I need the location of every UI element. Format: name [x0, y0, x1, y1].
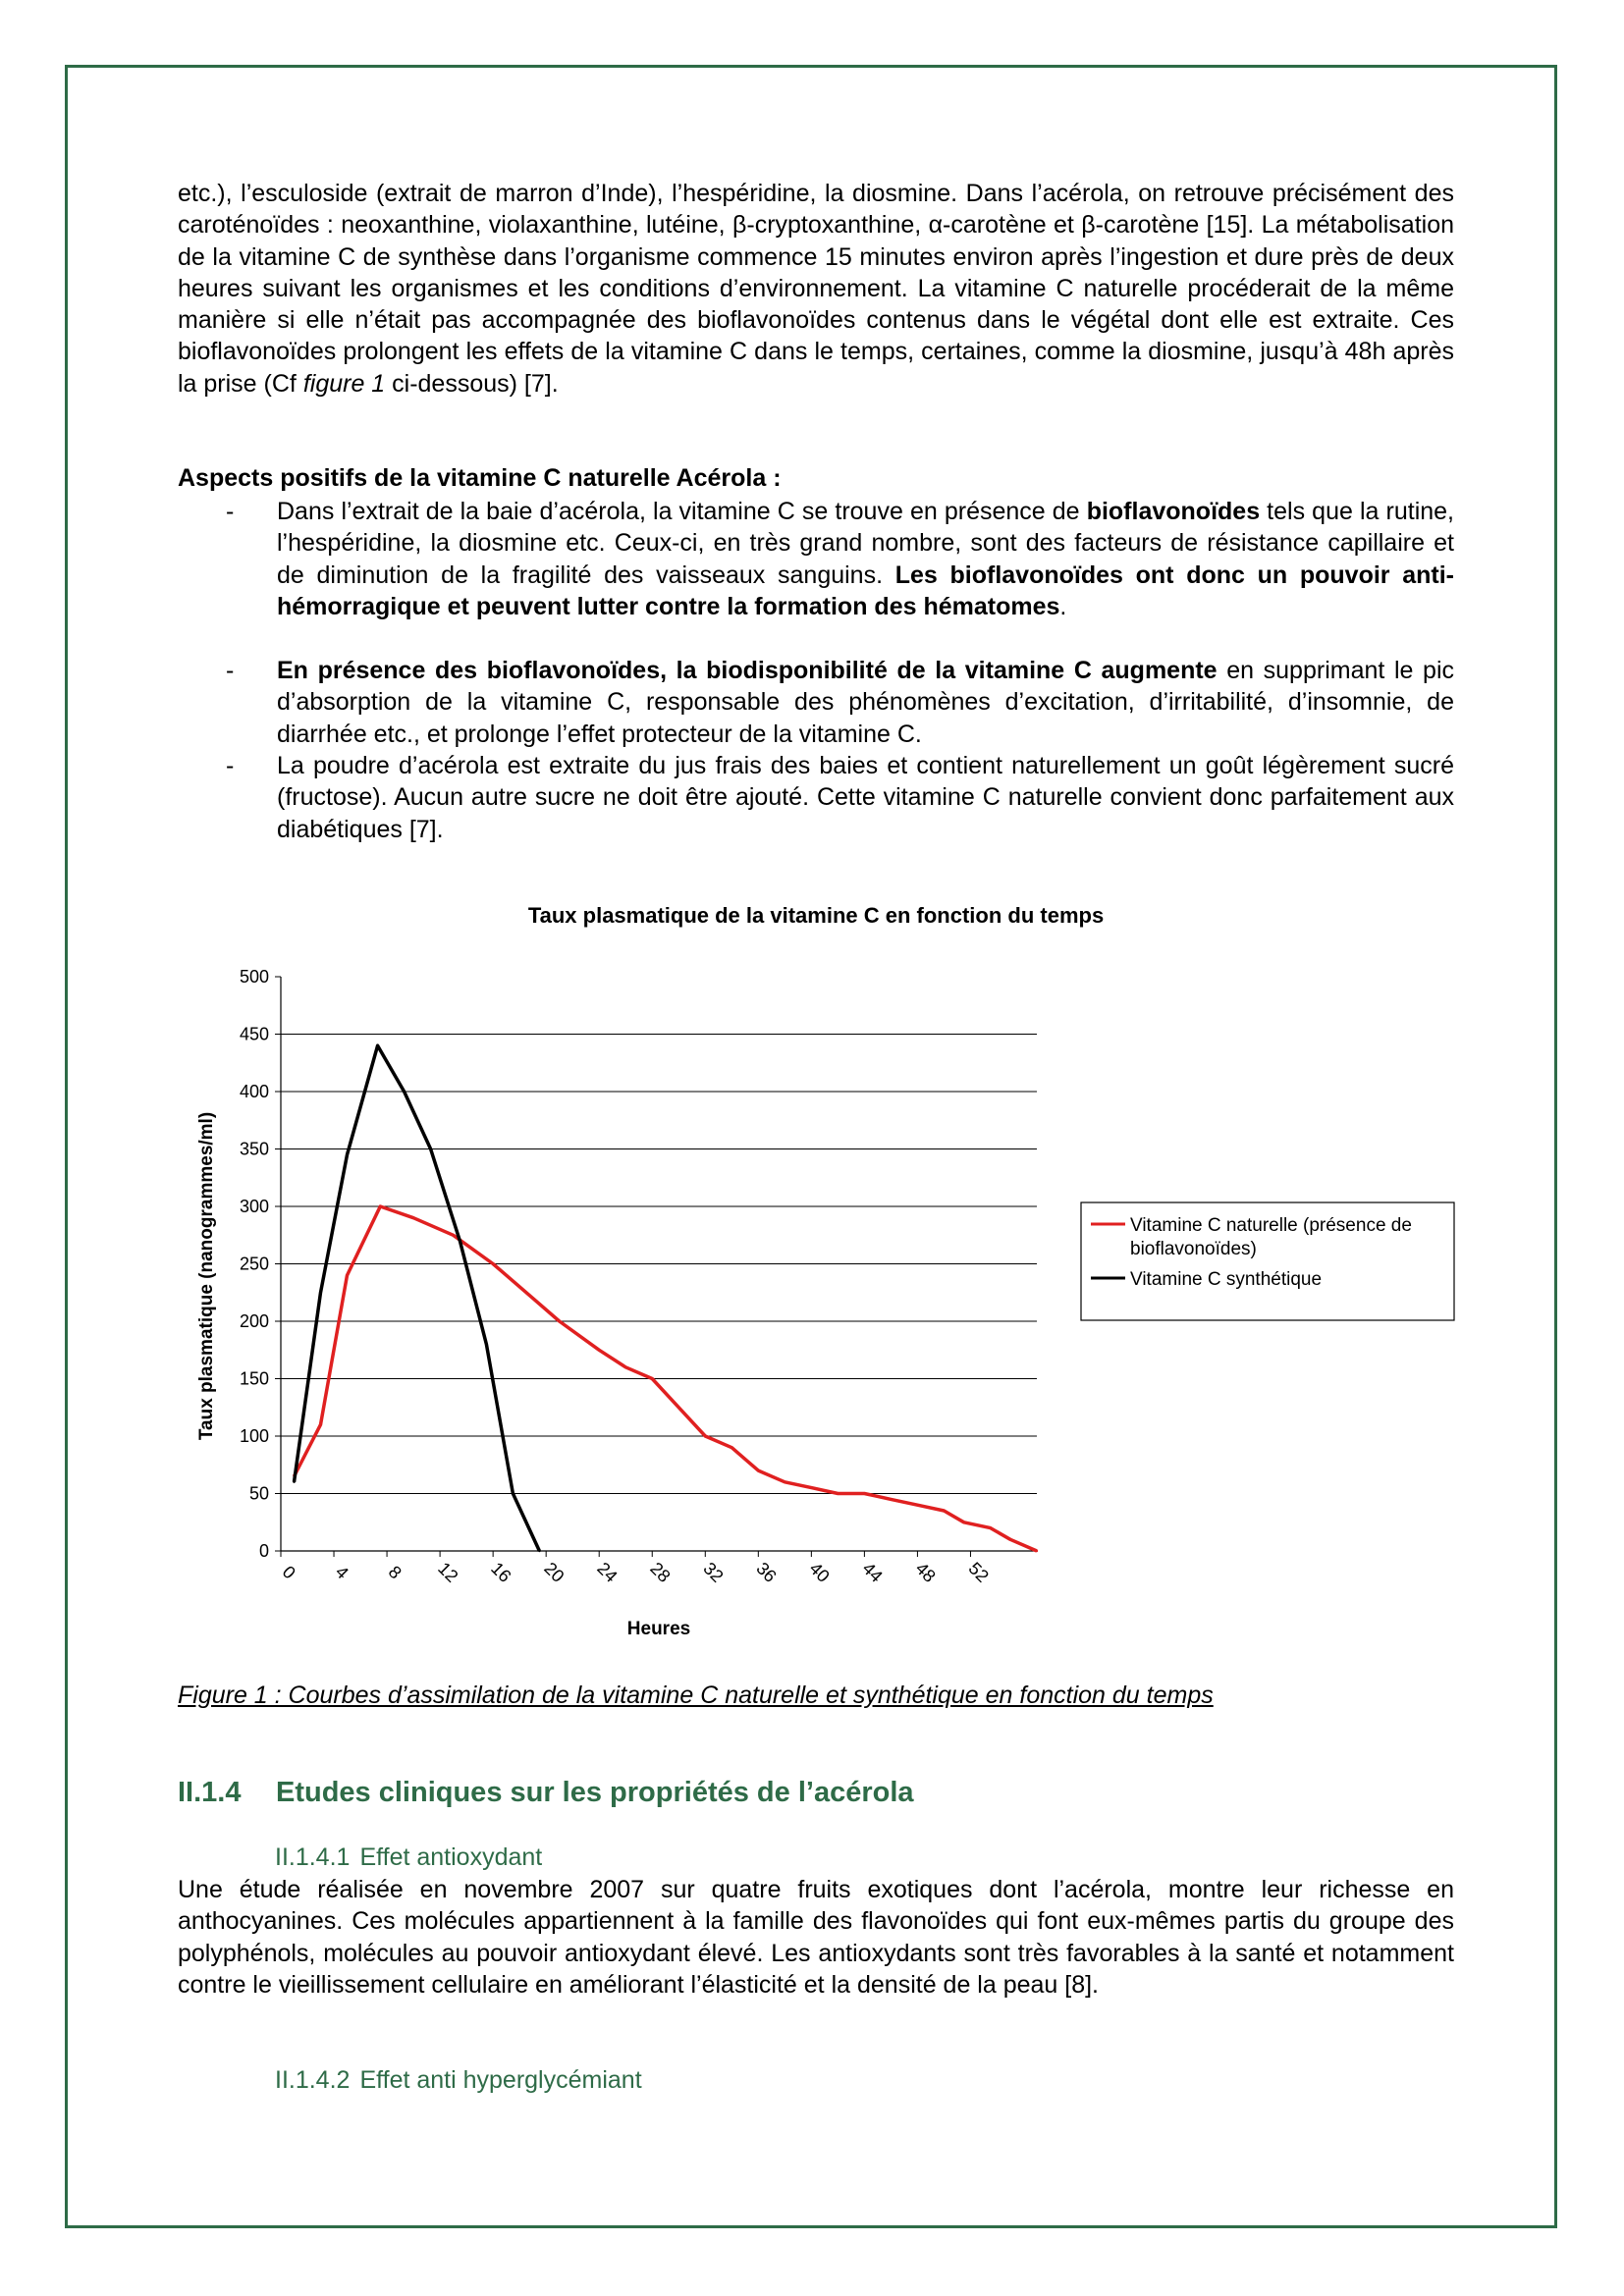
data-point [943, 1510, 945, 1512]
y-tick-label: 50 [248, 1483, 269, 1504]
data-point [598, 1349, 600, 1351]
aspects-heading: Aspects positifs de la vitamine C naturelle Acérola : [178, 464, 782, 492]
x-tick-label: 32 [699, 1558, 728, 1586]
data-point [837, 1492, 839, 1494]
y-tick-label: 0 [258, 1541, 269, 1561]
antioxidant-paragraph: Une étude réalisée en novembre 2007 sur quatre fruits exotiques dont l’acérola, montre leur richesse en anthocyanines. Ces molécules appartiennent à la famille des flavonoïdes qui font eux-mêmes partis du groupe des polyphénols, molécules au pouvoir antioxydant élevé. Les antioxydants sont très favorables à la santé et notamment contre le vieillissement cellulaire en améliorant l’élasticité et la densité de la peau [8]. [178, 1876, 1454, 1999]
y-tick-label: 100 [239, 1426, 269, 1446]
data-point [784, 1481, 785, 1483]
subsection-title: Effet antioxydant [359, 1843, 543, 1871]
data-point [412, 1217, 414, 1219]
bullet-dash: - [226, 752, 235, 779]
legend-label-natural: Vitamine C naturelle (présence de [1130, 1215, 1412, 1236]
bullet-text [277, 655, 1454, 750]
x-tick-label: 44 [858, 1558, 887, 1586]
data-point [990, 1526, 992, 1528]
text-segment: tels que la rutine, l’hespéridine, la diosmine etc. Ceux-ci, en très grand nombre, sont des facteurs de résistance capillaire et de diminution de la fragilité des vaisseaux sanguins. [277, 498, 1455, 589]
data-point [863, 1492, 865, 1494]
text-segment: En présence des bioflavonoïdes, la biodisponibilité de la vitamine C augmente [277, 657, 1218, 684]
data-point [890, 1498, 892, 1500]
text-segment: bioflavonoïdes [1086, 498, 1261, 525]
text-segment: etc.), l’esculoside (extrait de marron d’Inde), l’hespéridine, la diosmine. Dans l’acérola, on retrouve précisément des caroténoïdes : neoxanthine, violaxanthine, lutéine, β-cryptoxanthine, α-carotène et β-carotène [15]. La métabolisation de la vitamine C de synthèse dans l’organisme commence 15 minutes environ après l’ingestion et dure près de deux heures suivant les organismes et les conditions d’environnement. La vitamine C naturelle procéderait de la même manière si elle n’était pas accompagnée des bioflavonoïdes contenus dans le végétal dont elle est extraite. Ces bioflavonoïdes prolongent les effets de la vitamine C dans le temps, certaines, comme la diosmine, jusqu’à 48h après la prise (Cf [178, 180, 1454, 398]
data-point [538, 1550, 540, 1552]
legend-label-natural-cont: bioflavonoïdes) [1130, 1239, 1257, 1259]
x-tick-labels [279, 1559, 993, 1586]
x-tick-label: 40 [805, 1558, 834, 1586]
text-segment: La poudre d’acérola est extraite du jus frais des baies et contient naturellement un goût légèrement sucré (fructose). Aucun autre sucre ne doit être ajouté. Cette vitamine C naturelle convient donc parfaitement aux diabétiques [7]. [277, 752, 1454, 843]
text-segment: ci-dessous) [7]. [385, 369, 559, 398]
text-segment: figure 1 [302, 369, 386, 398]
text-segment: . [1059, 592, 1067, 620]
x-axis-label: Heures [626, 1619, 691, 1639]
chart-gridlines [281, 1035, 1037, 1494]
data-point [1036, 1550, 1038, 1552]
data-point [916, 1504, 918, 1506]
data-point [531, 1297, 533, 1299]
data-point [757, 1469, 759, 1471]
subsection-title: Effet anti hyperglycémiant [359, 2066, 642, 2094]
data-point [651, 1377, 653, 1379]
y-tick-label: 350 [239, 1139, 269, 1159]
data-point [512, 1492, 514, 1494]
y-tick-label: 150 [239, 1368, 269, 1389]
x-tick-label: 24 [593, 1558, 622, 1586]
data-point [731, 1447, 732, 1449]
subsection-hyperglycemia-heading [275, 2066, 642, 2095]
bullet-text [277, 750, 1454, 845]
data-point [346, 1153, 348, 1155]
subsection-antioxidant-heading [275, 1843, 542, 1872]
y-tick-label: 500 [239, 967, 269, 987]
data-point [963, 1522, 965, 1523]
text-segment: Les bioflavonoïdes ont donc un pouvoir anti-hémorragique et peuvent lutter contre la formation des hématomes [277, 561, 1454, 620]
text-segment: en supprimant le pic d’absorption de la vitamine C, responsable des phénomènes d’excitation, d’irritabilité, d’insomnie, de diarrhée etc., et prolonge l’effet protecteur de la vitamine C. [277, 657, 1454, 748]
data-point [558, 1320, 560, 1322]
y-tick-label: 200 [239, 1311, 269, 1331]
bullet-text [277, 496, 1454, 622]
y-tick-labels [240, 967, 269, 1561]
y-tick-label: 250 [239, 1254, 269, 1274]
data-point [485, 1343, 487, 1345]
x-tick-label: 52 [964, 1558, 993, 1586]
data-point [624, 1366, 626, 1368]
x-tick-label: 0 [278, 1562, 299, 1583]
data-point [319, 1292, 321, 1294]
y-tick-label: 300 [239, 1197, 269, 1216]
section-title: Etudes cliniques sur les propriétés de l’acérola [276, 1777, 914, 1808]
data-point [293, 1481, 295, 1483]
x-tick-label: 8 [384, 1562, 406, 1583]
chart-legend [1081, 1202, 1454, 1320]
x-tick-label: 28 [646, 1558, 675, 1586]
data-point [677, 1407, 679, 1409]
x-tick-label: 36 [752, 1558, 781, 1586]
plasma-level-chart [178, 879, 1474, 1644]
section-heading [178, 1777, 914, 1809]
subsection-number: II.1.4.1 [275, 1843, 351, 1871]
data-point [376, 1044, 378, 1046]
legend-label-synthetic: Vitamine C synthétique [1130, 1269, 1323, 1290]
chart-series [293, 1044, 1038, 1552]
data-point [403, 1091, 405, 1093]
x-tick-label: 4 [331, 1562, 352, 1583]
figure-caption: Figure 1 : Courbes d’assimilation de la vitamine C naturelle et synthétique en fonction du temps [178, 1682, 1214, 1709]
x-tick-label: 20 [540, 1558, 568, 1586]
section-number: II.1.4 [178, 1777, 242, 1808]
chart-title: Taux plasmatique de la vitamine C en fonction du temps [527, 903, 1105, 928]
x-tick-label: 16 [487, 1558, 515, 1586]
bullet-dash: - [226, 498, 235, 525]
bullet-dash: - [226, 657, 235, 684]
x-tick-label: 12 [434, 1558, 462, 1586]
y-tick-label: 450 [239, 1024, 269, 1044]
data-point [810, 1486, 812, 1488]
data-point [319, 1423, 321, 1425]
subsection-number: II.1.4.2 [275, 2066, 351, 2094]
data-point [346, 1274, 348, 1276]
data-point [379, 1205, 381, 1207]
intro-paragraph [178, 178, 1454, 400]
data-point [1009, 1538, 1011, 1540]
text-segment: Dans l’extrait de la baie d’acérola, la vitamine C se trouve en présence de [277, 498, 1087, 525]
x-tick-label: 48 [911, 1558, 940, 1586]
data-point [452, 1234, 454, 1236]
data-point [429, 1148, 431, 1149]
data-point [704, 1435, 706, 1437]
series-line-synthetic [295, 1045, 540, 1551]
y-axis-label: Taux plasmatique (nanogrammes/ml) [196, 1111, 217, 1441]
y-tick-label: 400 [239, 1082, 269, 1101]
data-point [492, 1262, 494, 1264]
data-point [459, 1240, 460, 1242]
